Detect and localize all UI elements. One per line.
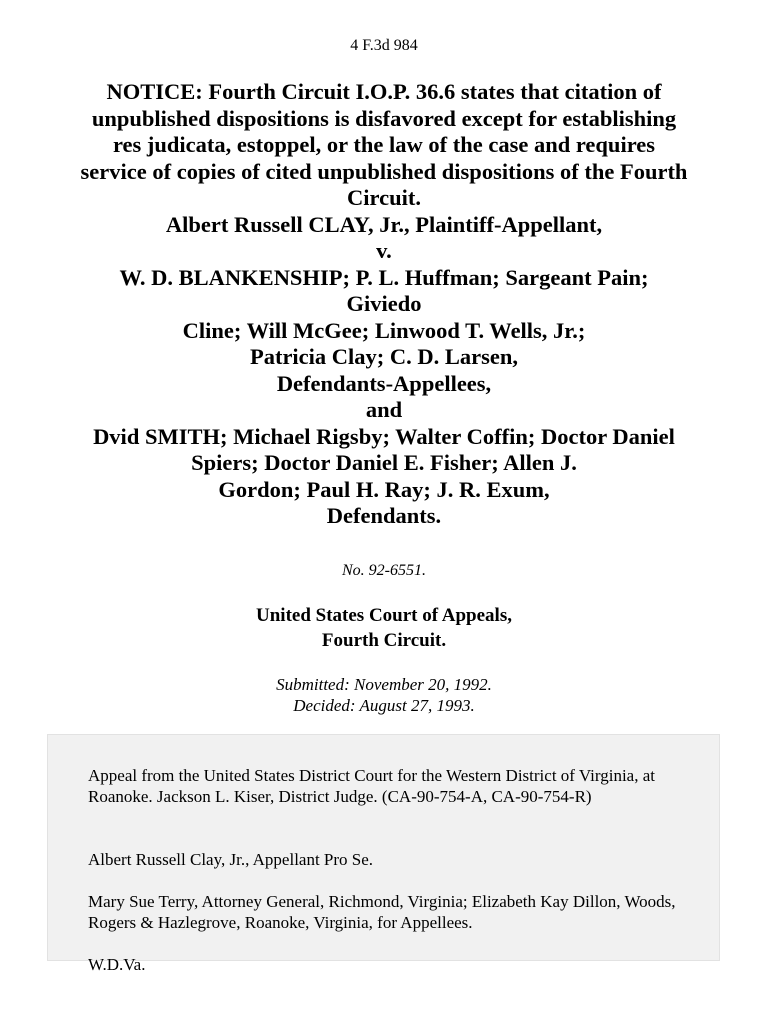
appellees-line: Giviedo [346, 291, 422, 316]
case-summary-box [47, 734, 720, 974]
origin-court-paragraph: W.D.Va. [88, 955, 146, 974]
case-caption [40, 79, 728, 530]
appellant-counsel-paragraph: Albert Russell Clay, Jr., Appellant Pro Se. [88, 850, 374, 869]
court-circuit-line: Fourth Circuit. [321, 630, 447, 651]
case-dates [0, 674, 768, 716]
decided-date: Decided: August 27, 1993. [293, 696, 475, 715]
defendants-line: Defendants. [326, 503, 442, 528]
defendants-line: Gordon; Paul H. Ray; J. R. Exum, [218, 476, 550, 502]
appeal-from-paragraph: Appeal from the United States District Court for the Western District of Virginia, at Roanoke. Jackson L. Kiser, District Judge. (CA-90-754-A, CA-90-754-R) [88, 766, 655, 806]
notice-line: res judicata, estoppel, or the law of the case and requires [112, 132, 656, 157]
appellee-counsel-paragraph: Mary Sue Terry, Attorney General, Richmond, Virginia; Elizabeth Kay Dillon, Woods, Rogers & Hazlegrove, Roanoke, Virginia, for Appellees. [88, 892, 676, 932]
appellant-line: Albert Russell CLAY, Jr., Plaintiff-Appellant, [165, 211, 603, 237]
versus-line: v. [376, 238, 392, 263]
notice-line: service of copies of cited unpublished dispositions of the Fourth [80, 158, 688, 184]
court-name-line: United States Court of Appeals, [256, 605, 512, 626]
court-name [0, 603, 768, 653]
notice-line: unpublished dispositions is disfavored except for establishing [91, 105, 677, 131]
defendants-line: Dvid SMITH; Michael Rigsby; Walter Coffin; Doctor Daniel [93, 423, 675, 449]
submitted-date: Submitted: November 20, 1992. [276, 675, 492, 694]
conjunction-line: and [365, 397, 403, 422]
appellees-line: Defendants-Appellees, [276, 370, 492, 396]
appellees-line: W. D. BLANKENSHIP; P. L. Huffman; Sargeant Pain; [119, 264, 649, 290]
appellees-line: Cline; Will McGee; Linwood T. Wells, Jr.; [182, 317, 586, 343]
docket-number: No. 92-6551. [342, 562, 426, 579]
appellees-line: Patricia Clay; C. D. Larsen, [249, 344, 519, 369]
notice-line: Circuit. [347, 185, 421, 210]
defendants-line: Spiers; Doctor Daniel E. Fisher; Allen J. [191, 450, 577, 475]
notice-line: NOTICE: Fourth Circuit I.O.P. 36.6 states that citation of [106, 79, 662, 104]
reporter-citation: 4 F.3d 984 [350, 37, 418, 54]
